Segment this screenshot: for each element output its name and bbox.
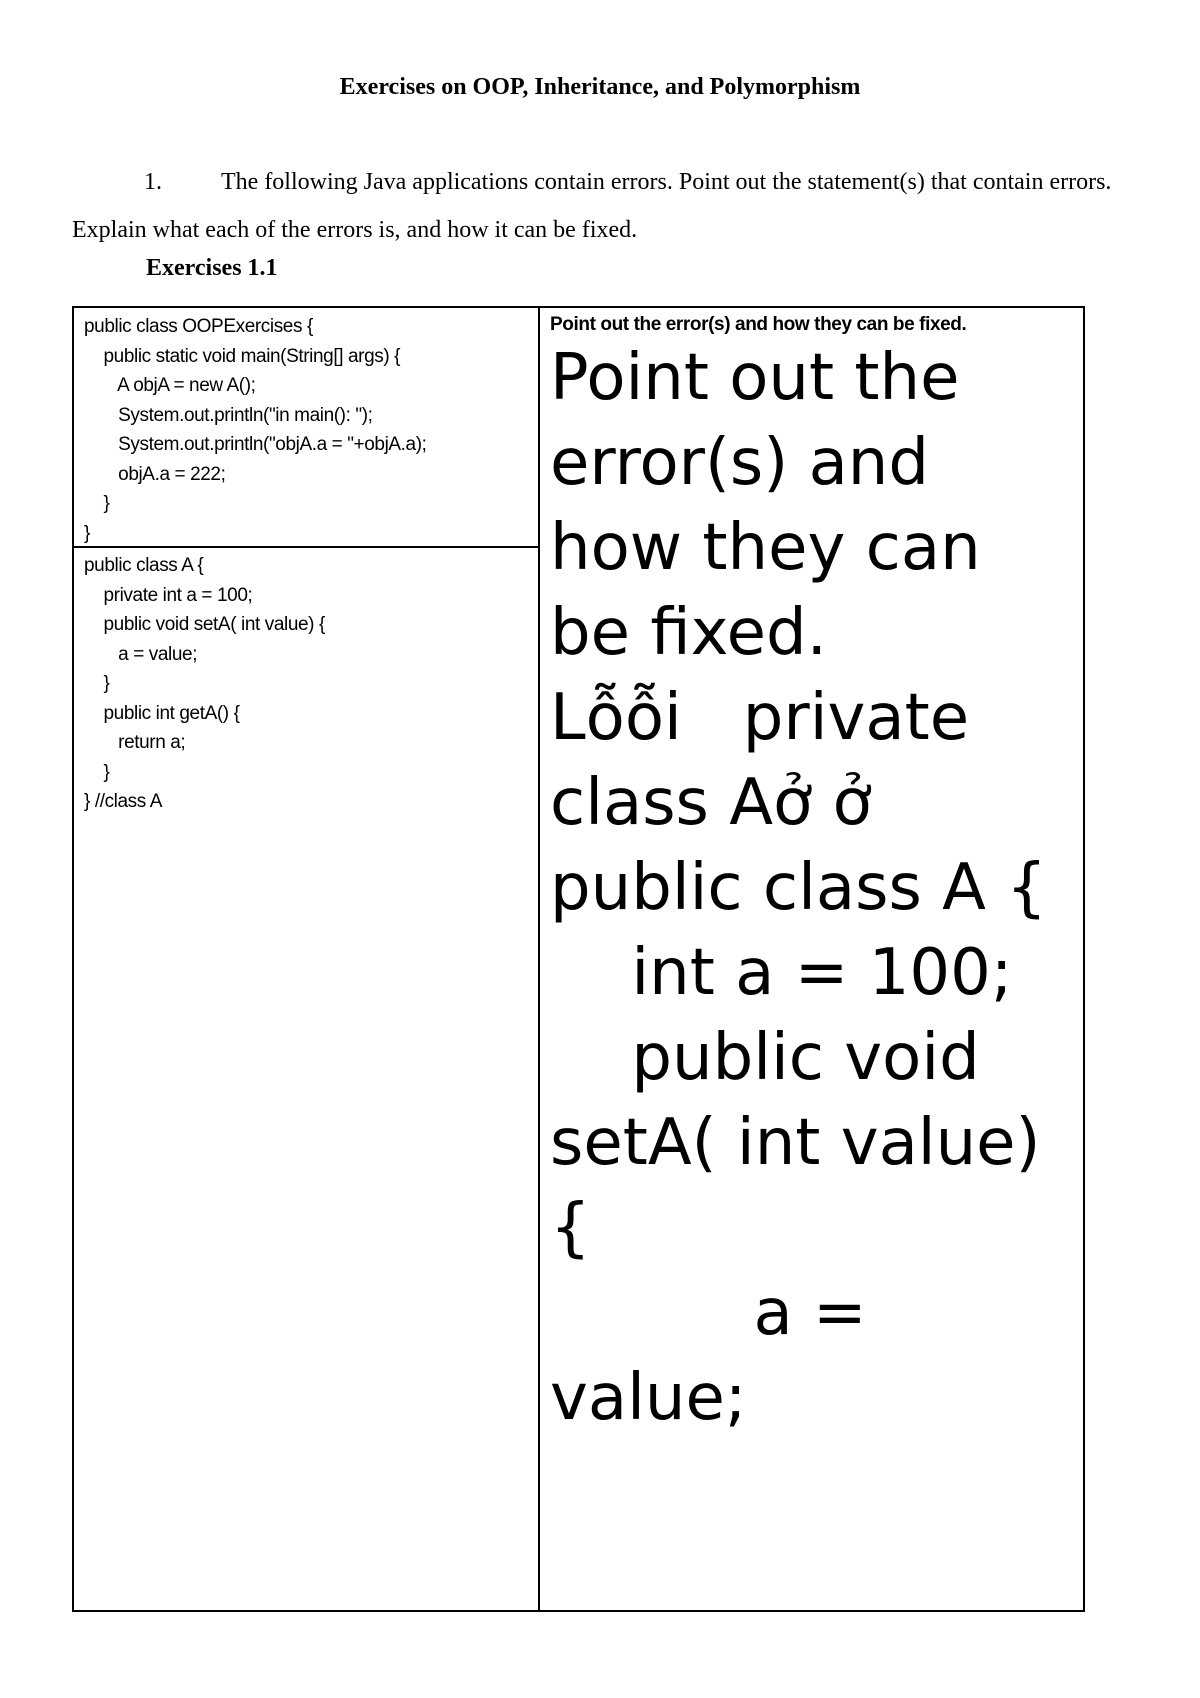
exercise-instruction-text: The following Java applications contain errors. Point out the statement(s) that contain errors. Explain what each of the errors is, and how it can be fixed.	[72, 169, 1112, 243]
document-title: Exercises on OOP, Inheritance, and Polymorphism	[339, 74, 861, 100]
exercise-number: 1.	[144, 169, 162, 195]
exercise-instruction	[72, 158, 1112, 254]
column-divider	[538, 308, 540, 1610]
answer-text: Point out the error(s) and how they can be fixed. Lỗỗi private class Aở ở public class A { int a = 100; public void setA( int value) { a = value;	[550, 341, 1047, 1435]
exercise-subheading: Exercises 1.1	[146, 255, 278, 281]
exercise-table	[72, 306, 1085, 1612]
code-block-class-a: public class A { private int a = 100; public void setA( int value) { a = value; } public int getA() { return a; } } //class A	[84, 555, 325, 812]
code-block-oopexercises: public class OOPExercises { public static void main(String[] args) { A objA = new A(); System.out.println("in main(): "); System.out.println("objA.a = "+objA.a); objA.a = 222; } }	[84, 316, 427, 544]
answer-heading: Point out the error(s) and how they can be fixed.	[550, 314, 967, 335]
